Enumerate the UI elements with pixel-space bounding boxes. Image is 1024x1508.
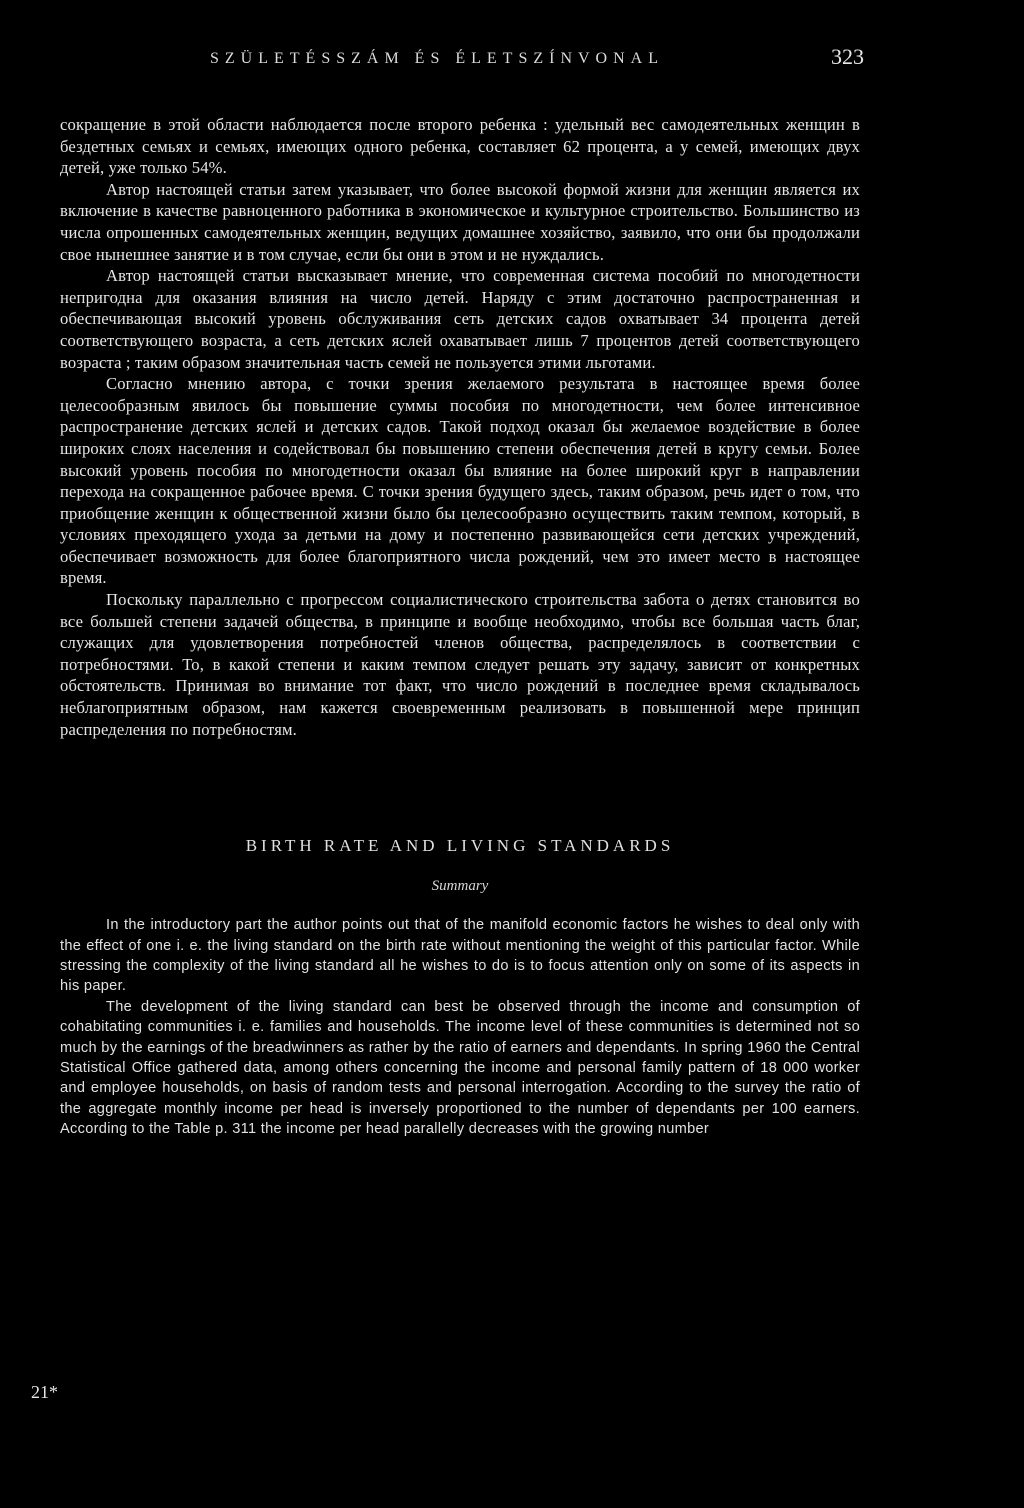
body-paragraph: Согласно мнению автора, с точки зрения желаемого результата в настоящее время более целесообразным явилось бы повышение суммы пособия по многодетности, чем более интенсивное распространение детских яслей и детских садов. Такой подход оказал бы желаемое воздействие в более широких слоях населения и содействовал бы повышению степени обеспечения детей в кругу семьи. Более высокий уровень пособия по многодетности оказал бы влияние на более широкий круг в направлении перехода на сокращенное рабочее время. С точки зрения будущего здесь, таким образом, речь идет о том, что приобщение женщин к общественной жизни было бы целесообразно осуществить таким темпом, который, в условиях преходящего ухода за детьми на дому и постепенно развивающейся сети детских учреждений, обеспечивает возможность для более благоприятного числа рождений, чем это имеет место в настоящее время. [60,374,860,588]
russian-body-text [60,114,860,740]
page-number: 323 [831,44,864,69]
document-page [60,44,864,1140]
running-head [60,44,864,80]
summary-paragraph: In the introductory part the author points out that of the manifold economic factors he wishes to deal only with the effect of one i. e. the living standard on the birth rate without mentioning the weight of this particular factor. While stressing the complexity of the living standard all he wishes to do is to focus attention only on some of its aspects in his paper. [60,917,860,995]
body-paragraph: Поскольку параллельно с прогрессом социалистического строительства забота о детях становится во все большей степени задачей общества, в принципе и вообще необходимо, чтобы все большая часть благ, служащих для удовлетворения потребностей членов общества, распределялось в соответствии с потребностями. То, в какой степени и каким темпом следует решать эту задачу, зависит от конкретных обстоятельств. Принимая во внимание тот факт, что число рождений в последнее время складывалось неблагоприятным образом, нам кажется своевременным реализовать в повышенной мере принцип распределения по потребностям. [60,590,860,739]
summary-subtitle: Summary [431,878,489,895]
body-paragraph: сокращение в этой области наблюдается после второго ребенка : удельный вес самодеятельных женщин в бездетных семьях и семьях, имеющих одного ребенка, составляет 62 процента, а у семей, имеющих двух детей, уже только 54%. [60,115,860,178]
body-paragraph: Автор настоящей статьи затем указывает, что более высокой формой жизни для женщин является их включение в качестве равноценного работника в экономическое и культурное строительство. Большинство из числа опрошенных самодеятельных женщин, ведущих домашнее хозяйство, заявило, что они бы продолжали свое нынешнее занятие и в том случае, если бы они в этом и не нуждались. [60,179,860,264]
body-paragraph: Автор настоящей статьи высказывает мнение, что современная система пособий по многодетности непригодна для оказания влияния на число детей. Наряду с этим достаточно распространенная и обеспечивающая высокий уровень обслуживания сеть детских садов охватывает 34 процента детей соответствующего возраста, а сеть детских яслей охаватывает лишь 7 процентов детей соответствующего возраста ; таким образом значительная часть семей не пользуется этими льготами. [60,266,860,372]
running-title: SZÜLETÉSSZÁM ÉS ÉLETSZÍNVONAL [210,50,664,67]
summary-text [60,915,860,1139]
signature-mark: 21* [31,1382,58,1402]
summary-paragraph: The development of the living standard can best be observed through the income and consumption of cohabitating communities i. e. families and households. The income level of these communities is determined not so much by the earnings of the breadwinners as rather by the ratio of earners and dependants. In spring 1960 the Central Statistical Office gathered data, among others concerning the income and personal family pattern of 18 000 worker and employee households, on basis of random tests and personal interrogation. According to the survey the ratio of the aggregate monthly income per head is inversely proportioned to the number of dependants per 100 earners. According to the Table p. 311 the income per head parallelly decreases with the growing number [60,998,860,1138]
summary-title: BIRTH RATE AND LIVING STANDARDS [245,836,675,856]
